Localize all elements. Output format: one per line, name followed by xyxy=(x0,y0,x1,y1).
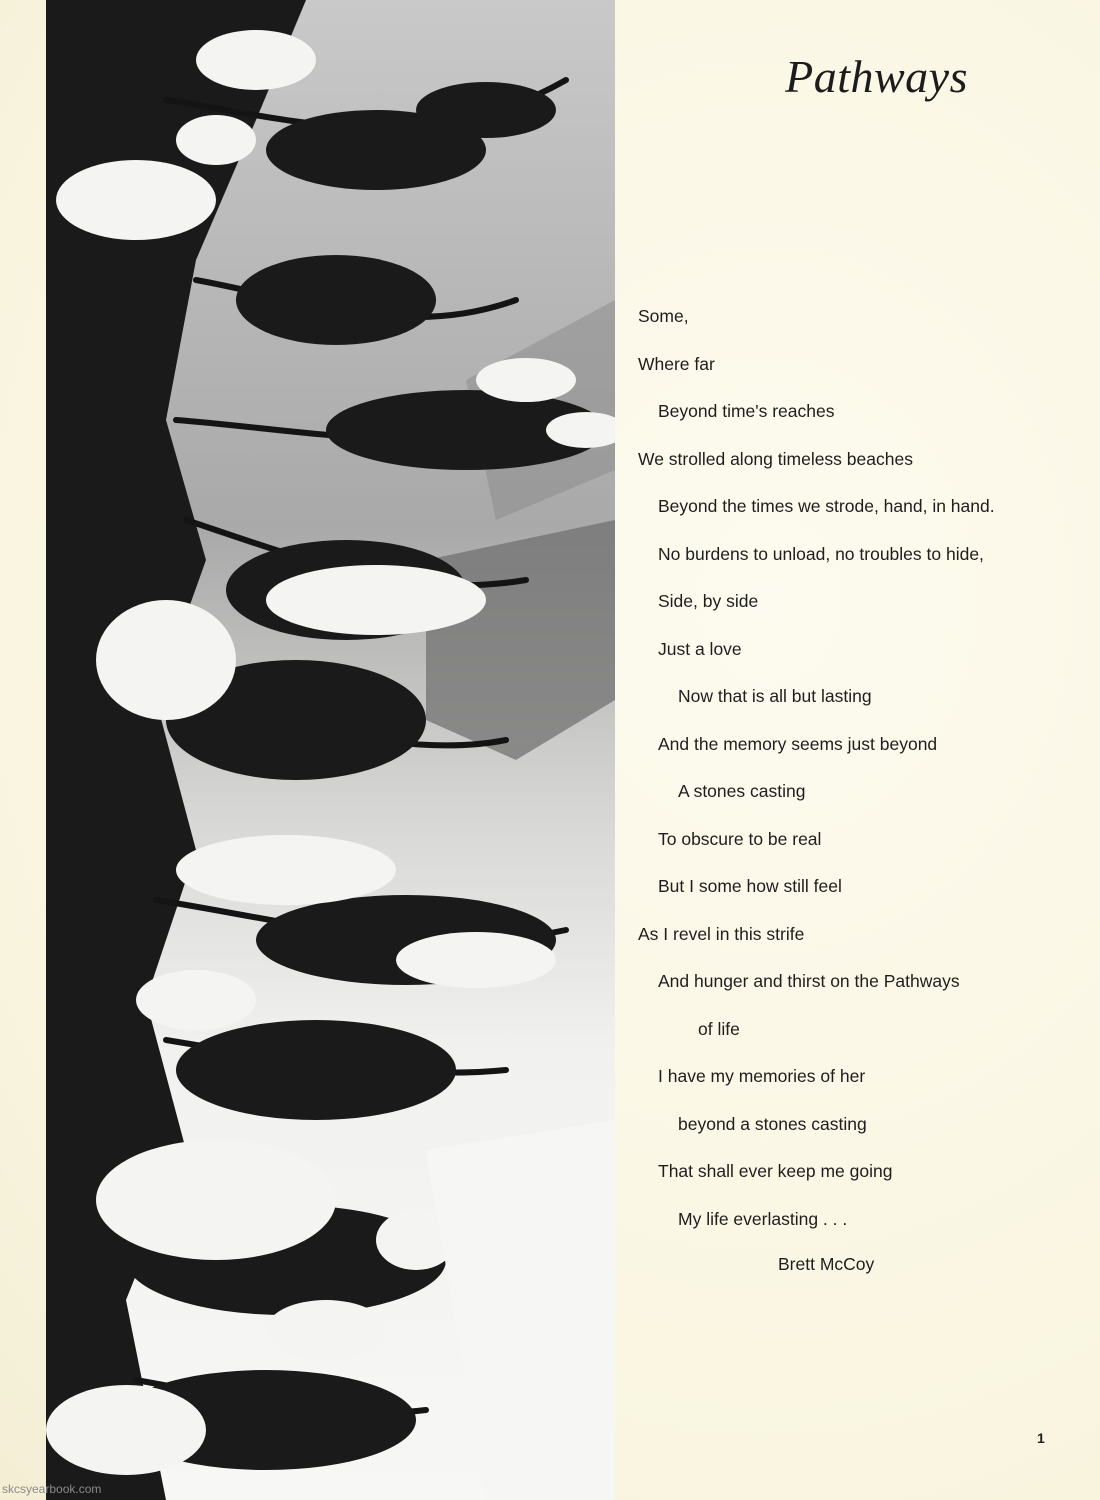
poem-line: To obscure to be real xyxy=(658,828,822,849)
poem-line: Just a love xyxy=(658,638,742,659)
page-number: 1 xyxy=(1037,1430,1045,1446)
poem-line: Some, xyxy=(638,306,689,326)
poem-line: But I some how still feel xyxy=(658,876,842,896)
poem-line: And the memory seems just beyond xyxy=(658,733,938,754)
poem-line: beyond a stones casting xyxy=(678,1113,867,1134)
poem-line: Side, by side xyxy=(658,591,759,611)
poem-line: Beyond the times we strode, hand, in hand. xyxy=(658,496,995,516)
poem-line: A stones casting xyxy=(678,781,806,801)
poem-line: Now that is all but lasting xyxy=(678,686,872,706)
poem-line: of life xyxy=(698,1018,740,1039)
snowy-branches-photo xyxy=(46,0,615,1500)
poem-body xyxy=(638,302,1078,1252)
poem-line: My life everlasting . . . xyxy=(678,1208,848,1229)
poem-line: No burdens to unload, no troubles to hide, xyxy=(658,543,984,564)
poem-title: Pathways xyxy=(785,51,968,102)
poem-line: And hunger and thirst on the Pathways xyxy=(658,971,960,991)
poem-author: Brett McCoy xyxy=(778,1254,875,1274)
poem-line: As I revel in this strife xyxy=(638,923,805,944)
poem-line: Where far xyxy=(638,353,715,374)
poem-line: Beyond time's reaches xyxy=(658,401,835,421)
poem-line: I have my memories of her xyxy=(658,1066,866,1086)
poem-line: That shall ever keep me going xyxy=(658,1161,893,1181)
poem-line: We strolled along timeless beaches xyxy=(638,448,913,469)
watermark: skcsyearbook.com xyxy=(2,1482,102,1496)
